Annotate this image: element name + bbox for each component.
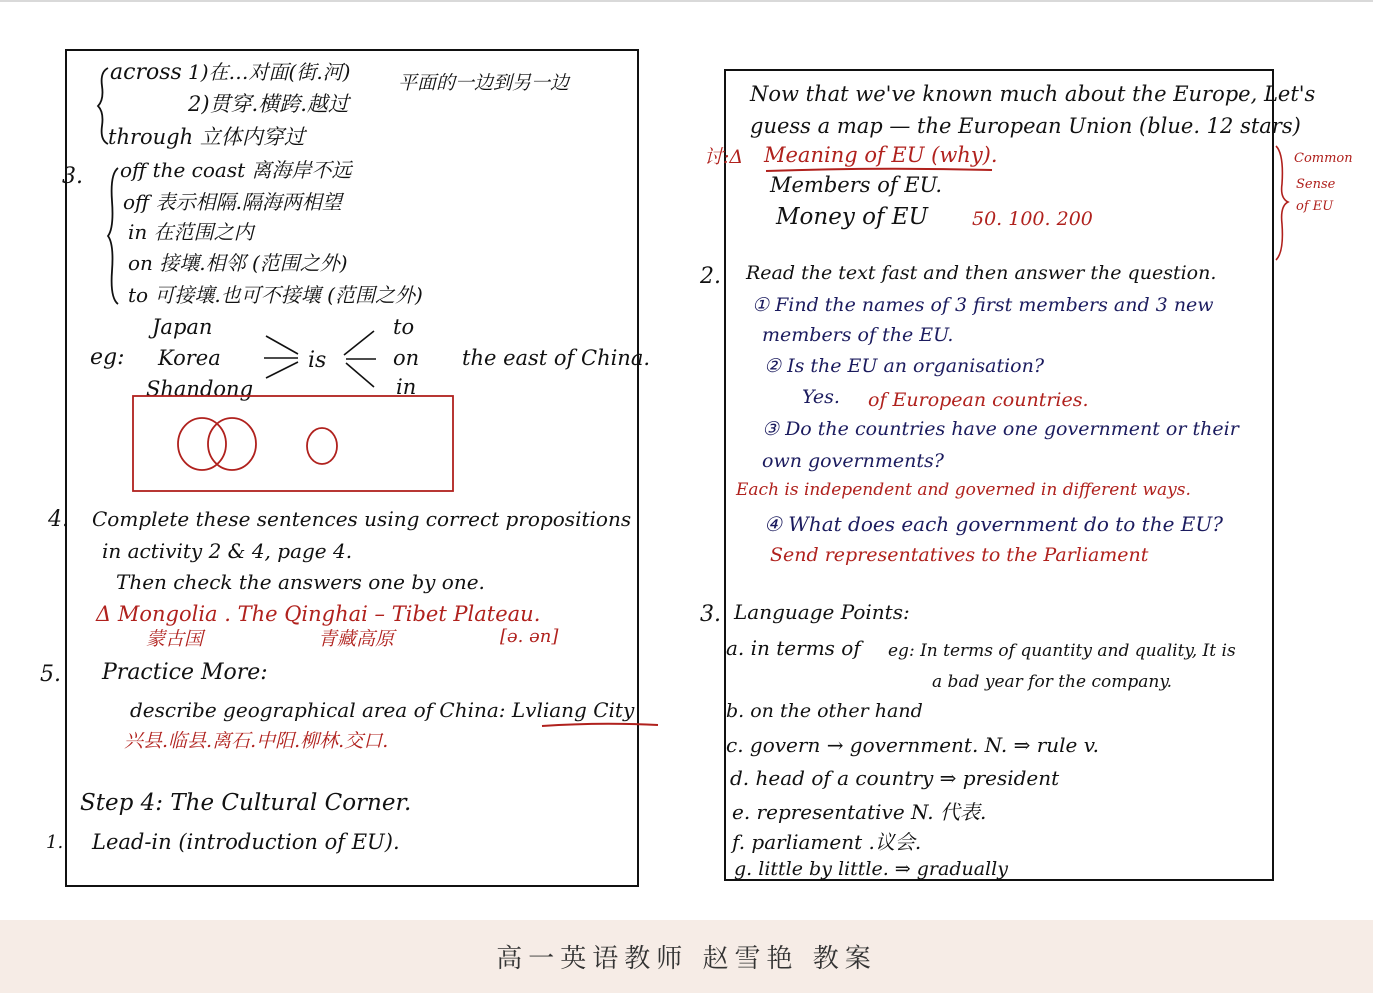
right-item-number-2: 2. [700, 264, 721, 289]
mongolia-line: Δ Mongolia . The Qinghai – Tibet Plateau. [96, 602, 541, 626]
to-line: to 可接壤.也可不接壤 (范围之外) [128, 283, 423, 307]
lp-a: a. in terms of [726, 636, 861, 660]
money-of-eu: Money of EU [776, 204, 928, 230]
counties-list: 兴县.临县.离石.中阳.柳林.交口. [124, 730, 389, 752]
lp-d: d. head of a country ⇒ president [730, 766, 1060, 790]
answer-2-yes: Yes. [802, 386, 840, 408]
right-item-number-3: 3. [700, 602, 721, 627]
item4-line-b: in activity 2 & 4, page 4. [102, 539, 353, 563]
brace-prepositions [106, 166, 122, 306]
side-note: 平面的一边到另一边 [398, 72, 570, 94]
side-note-sense: Sense [1296, 177, 1336, 192]
prep-to: to [393, 315, 415, 339]
side-brace [1272, 144, 1292, 262]
across-meaning-1: 1)在…对面(街.河) [188, 60, 351, 84]
lp-g: g. little by little. ⇒ gradually [734, 858, 1008, 880]
side-note-common: Common [1294, 151, 1353, 166]
practice-more: Practice More: [102, 660, 268, 685]
lp-f: f. parliament .议会. [732, 830, 922, 854]
eg-label: eg: [90, 345, 125, 370]
lp-a-example-2: a bad year for the company. [932, 672, 1173, 692]
eu-intro-a: Now that we've known much about the Europe, Let's [750, 82, 1316, 106]
on-line: on 接壤.相邻 (范围之外) [128, 251, 348, 275]
item-number-5: 5. [40, 662, 61, 687]
mongolia-cn: 蒙古国 [146, 628, 204, 650]
question-2: ② Is the EU an organisation? [764, 355, 1045, 377]
off-the-coast: off the coast 离海岸不远 [120, 158, 352, 182]
through-line: through 立体内穿过 [108, 125, 305, 149]
members-of-eu: Members of EU. [770, 173, 943, 197]
describe-line: describe geographical area of China: Lvliang City [130, 698, 635, 722]
converging-arrows [262, 332, 302, 382]
diverging-arrows [340, 327, 380, 391]
item4-line-a: Complete these sentences using correct propositions [92, 507, 632, 531]
meaning-of-eu: Meaning of EU (why). [764, 143, 998, 167]
item-number-3: 3. [62, 164, 83, 189]
question-3a: ③ Do the countries have one government or their [762, 418, 1239, 440]
question-3b: own governments? [762, 450, 944, 472]
item4-line-c: Then check the answers one by one. [116, 570, 485, 594]
in-line: in 在范围之内 [128, 220, 254, 244]
lp-c: c. govern → government. N. ⇒ rule v. [726, 733, 1100, 757]
meaning-prefix: 讨:Δ [704, 146, 744, 168]
answer-4: Send representatives to the Parliament [770, 544, 1149, 566]
place-japan: Japan [152, 315, 213, 339]
question-1b: members of the EU. [762, 324, 954, 346]
question-4: ④ What does each government do to the EU? [764, 512, 1223, 536]
item-number-4: 4. [48, 507, 69, 532]
side-note-of-eu: of EU [1296, 199, 1334, 214]
off-line: off 表示相隔.隔海两相望 [123, 190, 342, 214]
footer-caption: 高一英语教师 赵雪艳 教案 [496, 944, 877, 974]
across-meaning-2: 2)贯穿.横跨.越过 [188, 92, 349, 116]
answer-3: Each is independent and governed in different ways. [736, 480, 1191, 500]
underline-lvliang [540, 720, 660, 730]
prep-in: in [396, 375, 417, 399]
lp-a-example: eg: In terms of quantity and quality, It is [888, 641, 1236, 661]
read-question: Read the text fast and then answer the question. [746, 262, 1217, 284]
footer-caption-bar [0, 920, 1373, 993]
east-of-china: the east of China. [462, 346, 651, 370]
plateau-cn: 青藏高原 [318, 628, 395, 650]
lp-b: b. on the other hand [726, 700, 923, 722]
lead-in: Lead-in (introduction of EU). [92, 830, 400, 854]
step4-heading: Step 4: The Cultural Corner. [80, 790, 412, 816]
prep-on: on [393, 346, 420, 370]
brace-across [96, 66, 112, 146]
diagram-box [132, 394, 456, 494]
language-points: Language Points: [734, 600, 910, 624]
lp-e: e. representative N. 代表. [732, 800, 987, 824]
eu-intro-b: guess a map — the European Union (blue. 12 stars) [750, 114, 1301, 138]
verb-is: is [308, 348, 327, 373]
place-shandong: Shandong [146, 377, 254, 401]
question-1a: ① Find the names of 3 first members and 3 new [752, 294, 1214, 316]
plateau-phonetic: [ə. ən] [500, 626, 559, 647]
across-label: across [110, 60, 182, 85]
place-korea: Korea [158, 346, 221, 370]
item-number-1: 1. [46, 832, 64, 853]
answer-2: of European countries. [868, 389, 1089, 411]
money-values: 50. 100. 200 [972, 208, 1093, 230]
